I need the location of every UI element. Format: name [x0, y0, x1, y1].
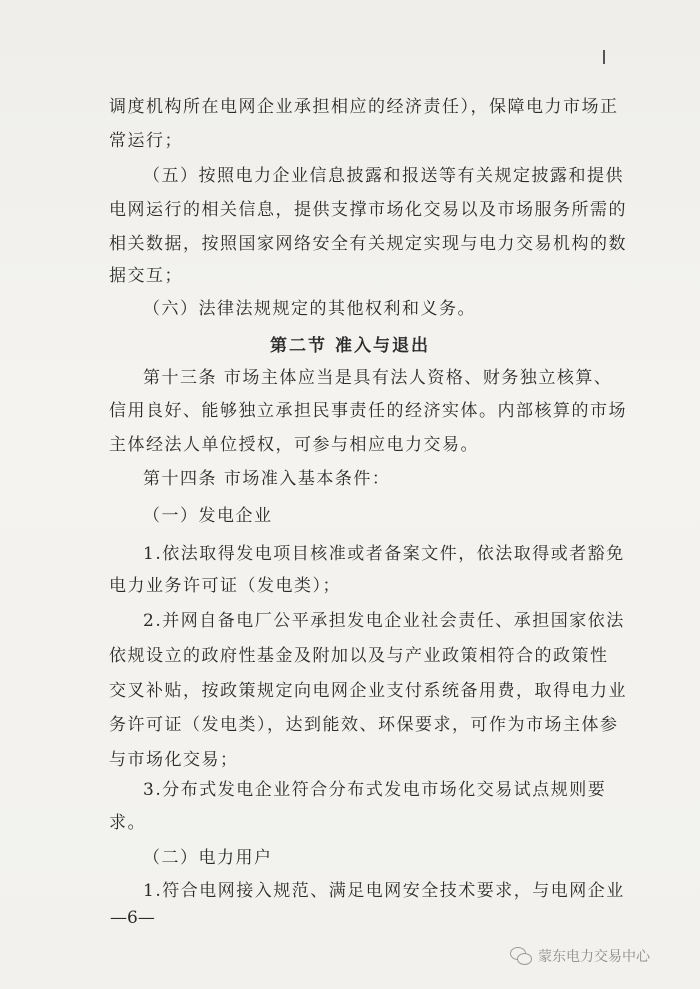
subsection-heading: （一）发电企业: [143, 506, 273, 526]
body-line: 主体经法人单位授权，可参与相应电力交易。: [109, 435, 479, 455]
body-line: 求。: [109, 813, 146, 833]
body-line: 据交互；: [109, 266, 183, 286]
body-line: 电网运行的相关信息，提供支撑市场化交易以及市场服务所需的: [109, 200, 627, 220]
body-line: 相关数据，按照国家网络安全有关规定实现与电力交易机构的数: [109, 234, 627, 254]
body-line: （五）按照电力企业信息披露和报送等有关规定披露和提供: [143, 166, 624, 186]
body-line: 常运行；: [109, 131, 183, 151]
body-line: 3.分布式发电企业符合分布式发电市场化交易试点规则要: [143, 780, 607, 800]
watermark-text: 蒙东电力交易中心: [538, 949, 650, 965]
page-number: —6—: [110, 908, 155, 928]
body-line: 务许可证（发电类），达到能效、环保要求，可作为市场主体参: [109, 715, 619, 735]
wechat-icon: [510, 947, 532, 965]
body-line: 1.依法取得发电项目核准或者备案文件，依法取得或者豁免: [143, 544, 625, 564]
body-line: 电力业务许可证（发电类）；: [109, 576, 341, 596]
body-line: 与市场化交易；: [109, 750, 239, 770]
body-line: 信用良好、能够独立承担民事责任的经济实体。内部核算的市场: [109, 401, 627, 421]
section-title: 第二节 准入与退出: [270, 336, 430, 356]
corner-mark: [603, 50, 605, 64]
article-13-line: 第十三条 市场主体应当是具有法人资格、财务独立核算、: [143, 368, 613, 388]
body-line: 依规设立的政府性基金及附加以及与产业政策相符合的政策性: [109, 646, 609, 666]
body-line: 调度机构所在电网企业承担相应的经济责任），保障电力市场正: [109, 97, 619, 117]
body-line: （六）法律法规规定的其他权利和义务。: [143, 299, 476, 319]
body-line: 1.符合电网接入规范、满足电网安全技术要求，与电网企业: [143, 881, 625, 901]
subsection-heading: （二）电力用户: [143, 848, 273, 868]
body-line: 交叉补贴，按政策规定向电网企业支付系统备用费，取得电力业: [109, 681, 627, 701]
body-line: 2.并网自备电厂公平承担发电企业社会责任、承担国家依法: [143, 611, 625, 631]
article-14-line: 第十四条 市场准入基本条件：: [143, 469, 391, 489]
watermark: [510, 946, 650, 966]
